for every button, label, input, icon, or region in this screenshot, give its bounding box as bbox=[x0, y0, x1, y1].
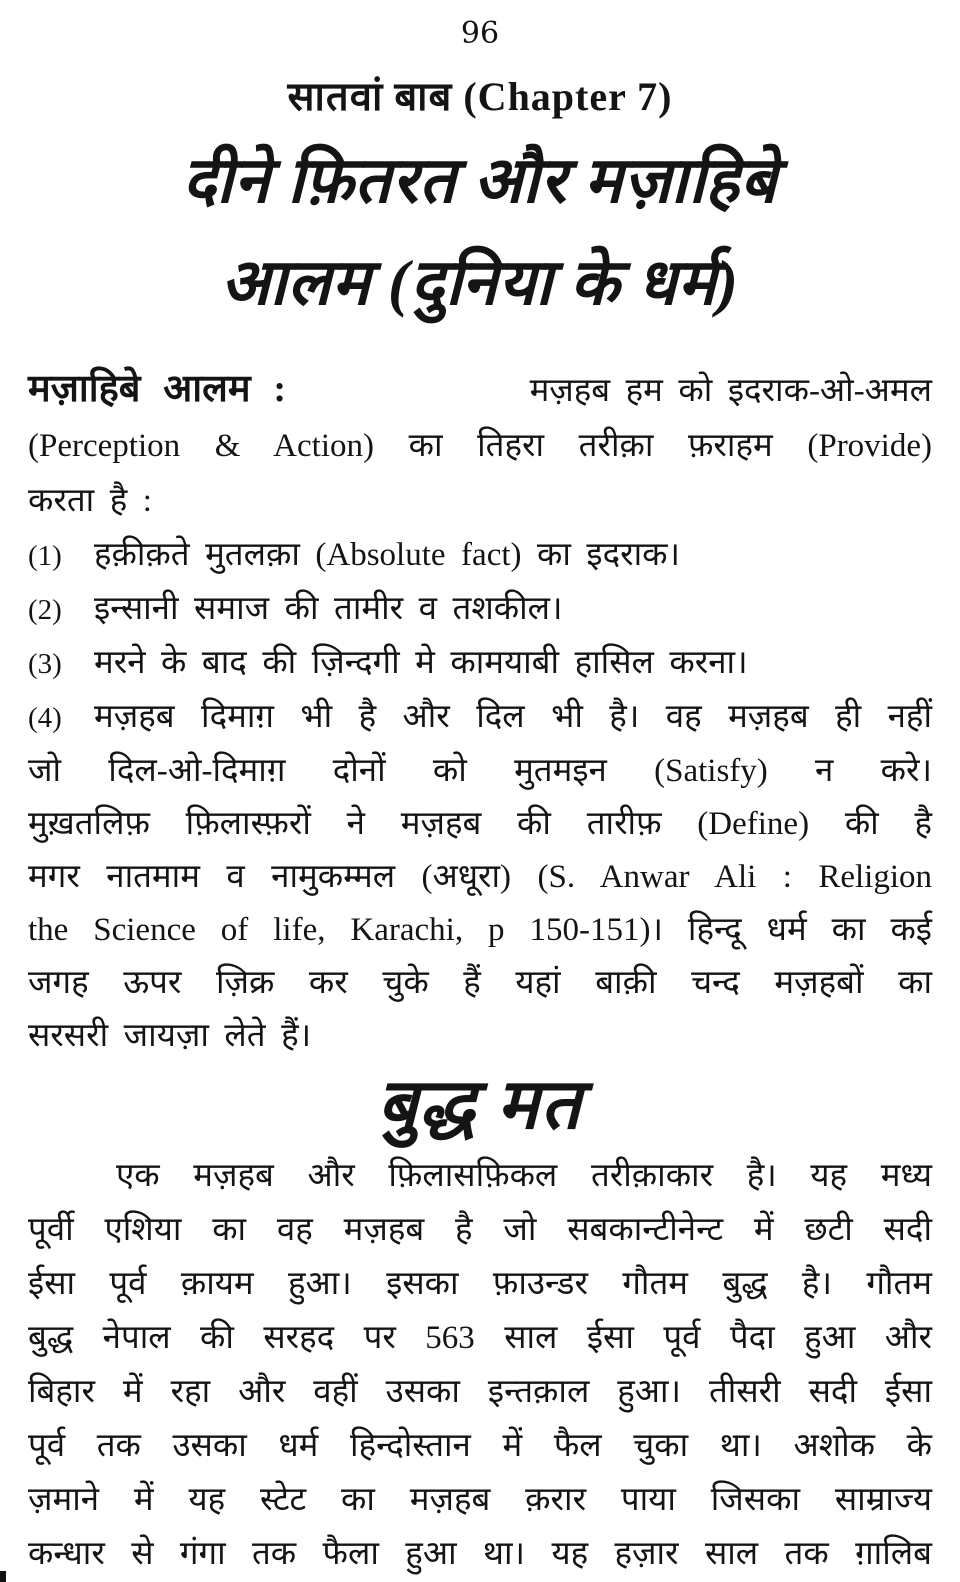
intro-paragraph bbox=[28, 362, 932, 529]
buddhism-paragraph bbox=[28, 1149, 932, 1581]
section-heading-buddhism: बुद्ध मत bbox=[377, 1067, 583, 1144]
paragraph-line: सरसरी जायज़ा लेते हैं। bbox=[28, 1018, 312, 1054]
page-number: 96 bbox=[460, 16, 500, 51]
list-item bbox=[28, 691, 932, 745]
paragraph-line: एक मज़हब और फ़िलासफ़िकल तरीक़ाकार है। यह मध्य bbox=[116, 1158, 932, 1194]
list-item-text: मज़हब दिमाग़ भी है और दिल भी है। वह मज़हब ही नहीं bbox=[94, 699, 932, 735]
paragraph-line: पूर्वी एशिया का वह मज़हब है जो सबकान्टीनेन्ट में छटी सदी bbox=[28, 1212, 932, 1248]
paragraph-line: ज़माने में यह स्टेट का मज़हब क़रार पाया जिसका साम्राज्य bbox=[28, 1482, 932, 1518]
list-item-text: हक़ीक़ते मुतलक़ा (Absolute fact) का इदराक। bbox=[94, 537, 681, 573]
list-item bbox=[28, 529, 932, 583]
paragraph-line: ईसा पूर्व क़ायम हुआ। इसका फ़ाउन्डर गौतम बुद्ध है। गौतम bbox=[28, 1266, 932, 1302]
list-item bbox=[28, 637, 932, 691]
intro-line-1-rest: मज़हब हम को इदराक-ओ-अमल bbox=[529, 373, 932, 409]
numbered-list bbox=[28, 529, 932, 745]
item4-continuation-paragraph bbox=[28, 745, 932, 1063]
main-title-line2: आलम (दुनिया के धर्म) bbox=[220, 247, 740, 318]
paragraph-line: मगर नातमाम व नामुकम्मल (अधूरा) (S. Anwar Ali : Religion bbox=[28, 859, 932, 895]
paragraph-line: कन्धार से गंगा तक फैला हुआ था। यह हज़ार साल तक ग़ालिब bbox=[28, 1536, 932, 1572]
chapter-heading: सातवां बाब (Chapter 7) bbox=[287, 74, 673, 119]
paragraph-line: पूर्व तक उसका धर्म हिन्दोस्तान में फैल चुका था। अशोक के bbox=[28, 1428, 932, 1464]
main-title-line1: दीने फ़ितरत और मज़ाहिबे bbox=[182, 145, 778, 216]
paragraph-line: बुद्ध नेपाल की सरहद पर 563 साल ईसा पूर्व पैदा हुआ और bbox=[28, 1320, 932, 1356]
list-item-number: (2) bbox=[28, 594, 62, 626]
list-item-text: इन्सानी समाज की तामीर व तशकील। bbox=[94, 591, 563, 627]
intro-line-1 bbox=[28, 362, 932, 419]
list-item-text: मरने के बाद की ज़िन्दगी मे कामयाबी हासिल करना। bbox=[94, 645, 748, 681]
paragraph-line: जो दिल-ओ-दिमाग़ दोनों को मुतमइन (Satisfy) न करे। bbox=[28, 753, 932, 789]
intro-lead-term: मज़ाहिबे आलम : bbox=[28, 368, 287, 410]
paragraph-line: बिहार में रहा और वहीं उसका इन्तक़ाल हुआ। तीसरी सदी ईसा bbox=[28, 1374, 932, 1410]
scan-artifact bbox=[0, 1571, 6, 1582]
list-item-number: (3) bbox=[28, 648, 62, 680]
list-item-number: (4) bbox=[28, 702, 62, 734]
paragraph-line: the Science of life, Karachi, p 150-151)। हिन्दू धर्म का कई bbox=[28, 912, 932, 948]
intro-line-2: (Perception & Action) का तिहरा तरीक़ा फ़राहम (Provide) bbox=[28, 428, 932, 464]
paragraph-line: मुख़तलिफ़ फ़िलास्फ़रों ने मज़हब की तारीफ़ (Define) की है bbox=[28, 806, 932, 842]
list-item-number: (1) bbox=[28, 540, 62, 572]
main-title bbox=[28, 130, 932, 334]
paragraph-line: जगह ऊपर ज़िक्र कर चुके हैं यहां बाक़ी चन्द मज़हबों का bbox=[28, 965, 932, 1001]
list-item bbox=[28, 583, 932, 637]
intro-line-3: करता है : bbox=[28, 483, 152, 519]
